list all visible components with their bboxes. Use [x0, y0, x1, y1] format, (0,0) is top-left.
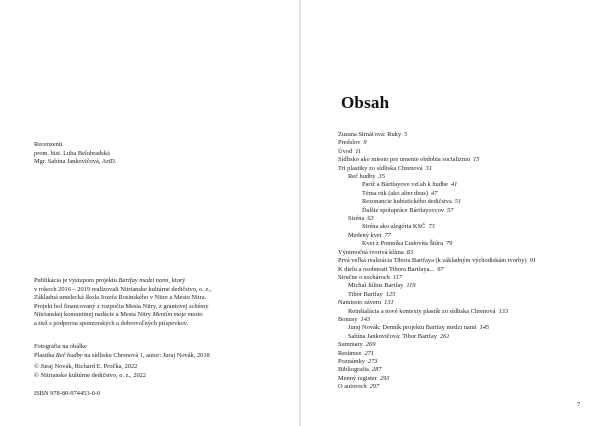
copyright-block: [34, 363, 274, 380]
toc-item: [338, 316, 593, 324]
cover-photo-credit: [34, 343, 274, 360]
photo-text: Plastika: [34, 351, 56, 359]
publication-line: [34, 286, 274, 295]
toc-item: [338, 207, 593, 215]
toc-item-label: Reč hudby: [348, 173, 376, 181]
toc-item-label: Bibliografia: [338, 366, 369, 374]
toc-item-label: Tibor Bartfay: [348, 290, 383, 298]
toc-item-page: 293: [379, 374, 390, 382]
toc-item: [338, 165, 593, 173]
publication-line: [34, 277, 274, 286]
publication-text: Nitrianskej komunitnej nadácie a Mesta Nitry: [34, 311, 153, 319]
toc-item: [338, 366, 593, 374]
photo-text: Fotografia na obálke: [34, 343, 87, 350]
reviewers-heading: Recenzenti: [34, 141, 63, 148]
table-of-contents: [338, 131, 593, 392]
toc-item-label: Sabína Jankovičová: Tibor Bartfay: [348, 332, 437, 340]
toc-item-label: Bonusy: [338, 315, 358, 323]
toc-item-page: 79: [445, 240, 453, 248]
toc-item-label: Sídlisko ako miesto pre umenie obdobia socializmu: [338, 156, 471, 164]
toc-item-page: 9: [363, 139, 367, 147]
reviewer-name: prom. hist. Luba Belohradská: [34, 149, 110, 157]
toc-item: [338, 148, 593, 156]
toc-item-page: 31: [425, 164, 433, 172]
toc-item-page: 5: [404, 131, 408, 138]
toc-item: [338, 139, 593, 147]
toc-item: [338, 350, 593, 358]
toc-item: [338, 282, 593, 290]
isbn: ISBN 978-80-974453-0-0: [34, 390, 101, 397]
toc-item-page: 261: [439, 332, 450, 340]
page-number: 7: [577, 401, 581, 408]
toc-item: [338, 308, 593, 316]
toc-item: [338, 190, 593, 198]
toc-item-label: Téma rúk (ako alter deus): [362, 189, 429, 197]
toc-item-page: 119: [406, 282, 416, 290]
toc-item-label: Siréna ako alegória KSČ: [362, 223, 426, 231]
toc-item-page: 273: [367, 357, 378, 365]
copyright-line: © Nitrianske kultúrne dedičstvo, o. z., 2022: [34, 371, 147, 379]
toc-item: [338, 333, 593, 341]
toc-item-label: Stručne o sochároch: [338, 273, 390, 281]
publication-text: Základná umelecká škola Jozefa Rosinského v Nitre a Mesto Nitra.: [34, 294, 207, 302]
toc-item-label: Kvet z Pomníka Ľudovíta Štúra: [362, 240, 443, 248]
toc-item-page: 11: [355, 147, 362, 155]
toc-item: [338, 266, 593, 274]
left-page: [0, 0, 299, 426]
toc-item-label: Zuzana Strnáťová: Ruky: [338, 131, 402, 138]
photo-text: na sídlisku Chrenová 1, autor: Juraj Novák, 2018: [82, 351, 210, 359]
toc-item-page: 271: [364, 349, 375, 357]
photo-title-italic: Reč hudby: [55, 351, 83, 359]
toc-item-page: 41: [450, 181, 458, 189]
photo-line: [34, 352, 274, 361]
publication-text: a tiež s podporou sponzorských a dobrovoľných príspevkov.: [34, 319, 189, 327]
toc-item-page: 51: [454, 198, 462, 206]
toc-item-page: 73: [428, 223, 435, 231]
toc-item: [338, 383, 593, 391]
toc-item: [338, 324, 593, 332]
toc-item-label: Úvod: [338, 147, 353, 155]
publication-line: [34, 320, 274, 329]
page-title: Obsah: [341, 93, 390, 112]
toc-item: [338, 173, 593, 181]
toc-item: [338, 274, 593, 282]
toc-item: [338, 358, 593, 366]
toc-item-label: Ďalšie spolupráce Bártfayovcov: [362, 206, 444, 214]
right-page: [301, 0, 600, 426]
toc-item-page: 83: [406, 248, 414, 256]
toc-item-page: 63: [367, 215, 374, 223]
publication-title-italic: Bartfay medzi nami: [118, 277, 169, 284]
toc-item: [338, 299, 593, 307]
toc-item-label: Rezonancie kubistického dedičstva: [362, 198, 452, 206]
copyright-line: © Juraj Novák, Richard E. Pročka, 2022: [34, 363, 138, 370]
toc-item-page: 117: [392, 273, 402, 281]
publication-title-italic: Meniím moje mesto: [152, 311, 203, 319]
publication-info: [34, 277, 274, 329]
toc-item-page: 145: [479, 324, 490, 332]
toc-item-page: 133: [498, 307, 509, 315]
toc-item-label: Resümee: [338, 349, 362, 357]
toc-item: [338, 249, 593, 257]
toc-item-label: Medený kvet: [348, 231, 382, 239]
publication-text: Publikácia je výstupom projektu: [34, 277, 119, 284]
publication-text: , ktorý: [168, 277, 186, 284]
toc-item-page: 91: [529, 257, 536, 265]
toc-item-page: 125: [385, 290, 396, 298]
publication-line: [34, 294, 274, 303]
toc-item-page: 57: [446, 206, 454, 214]
toc-item-label: Menný register: [338, 374, 377, 382]
toc-item: [338, 223, 593, 231]
reviewer-name: Mgr. Sabína Jankovičová, ArtD.: [34, 158, 117, 166]
toc-item: [338, 198, 593, 206]
toc-item-label: K dielu a osobnosti Tibora Bartfaya...: [338, 265, 435, 273]
publication-line: [34, 303, 274, 312]
toc-item-label: Namiesto záveru: [338, 299, 382, 307]
toc-item-label: Michal Július Bartfay: [348, 282, 404, 290]
toc-item-label: Tri plastiky zo sídliska Chrenová: [338, 164, 423, 172]
toc-item-label: O autoroch: [338, 383, 367, 391]
toc-item-page: 15: [473, 156, 480, 164]
toc-item-label: Prvá veľká realizácia Tibora Bartfaya (k základným východiskám tvorby): [338, 257, 527, 265]
toc-item-label: Siréna: [348, 215, 365, 223]
toc-item-page: 35: [378, 173, 385, 181]
toc-item-label: Summary: [338, 341, 363, 349]
toc-item-page: 143: [360, 315, 371, 323]
toc-item-label: Paríž a Bártfayove vzťah k hudbe: [362, 181, 448, 189]
publication-text: v rokoch 2016 – 2019 realizovali Nitrianske kultúrne dedičstvo, o. z.,: [34, 285, 212, 293]
toc-item-page: 47: [431, 189, 438, 197]
toc-item: [338, 257, 593, 265]
toc-item: [338, 181, 593, 189]
toc-item-label: Výnimočná tvorivá klíma: [338, 248, 404, 256]
toc-item-page: 77: [384, 231, 391, 239]
toc-item: [338, 156, 593, 164]
toc-item-label: Predslov: [338, 139, 361, 147]
toc-item-page: 269: [365, 341, 376, 349]
toc-item: [338, 341, 593, 349]
publication-text: Projekt bol financovaný z rozpočtu Mesta Nitry, z grantovej schémy: [34, 302, 209, 310]
toc-item-page: 287: [371, 366, 382, 374]
toc-item: [338, 131, 593, 139]
toc-item: [338, 291, 593, 299]
toc-item: [338, 375, 593, 383]
toc-item-page: 297: [369, 383, 380, 391]
toc-item-label: Reinštalácia a nové kontexty plastík zo sídliska Chrenová: [348, 307, 496, 315]
toc-item-page: 131: [384, 299, 394, 307]
toc-item-label: Juraj Novák: Denník projektu Bartfay medzi nami: [348, 324, 477, 332]
toc-item-page: 97: [437, 265, 444, 273]
toc-item: [338, 240, 593, 248]
photo-line: [34, 343, 274, 352]
reviewers-block: [34, 141, 274, 167]
publication-line: [34, 311, 274, 320]
toc-item-label: Poznámky: [338, 357, 365, 365]
